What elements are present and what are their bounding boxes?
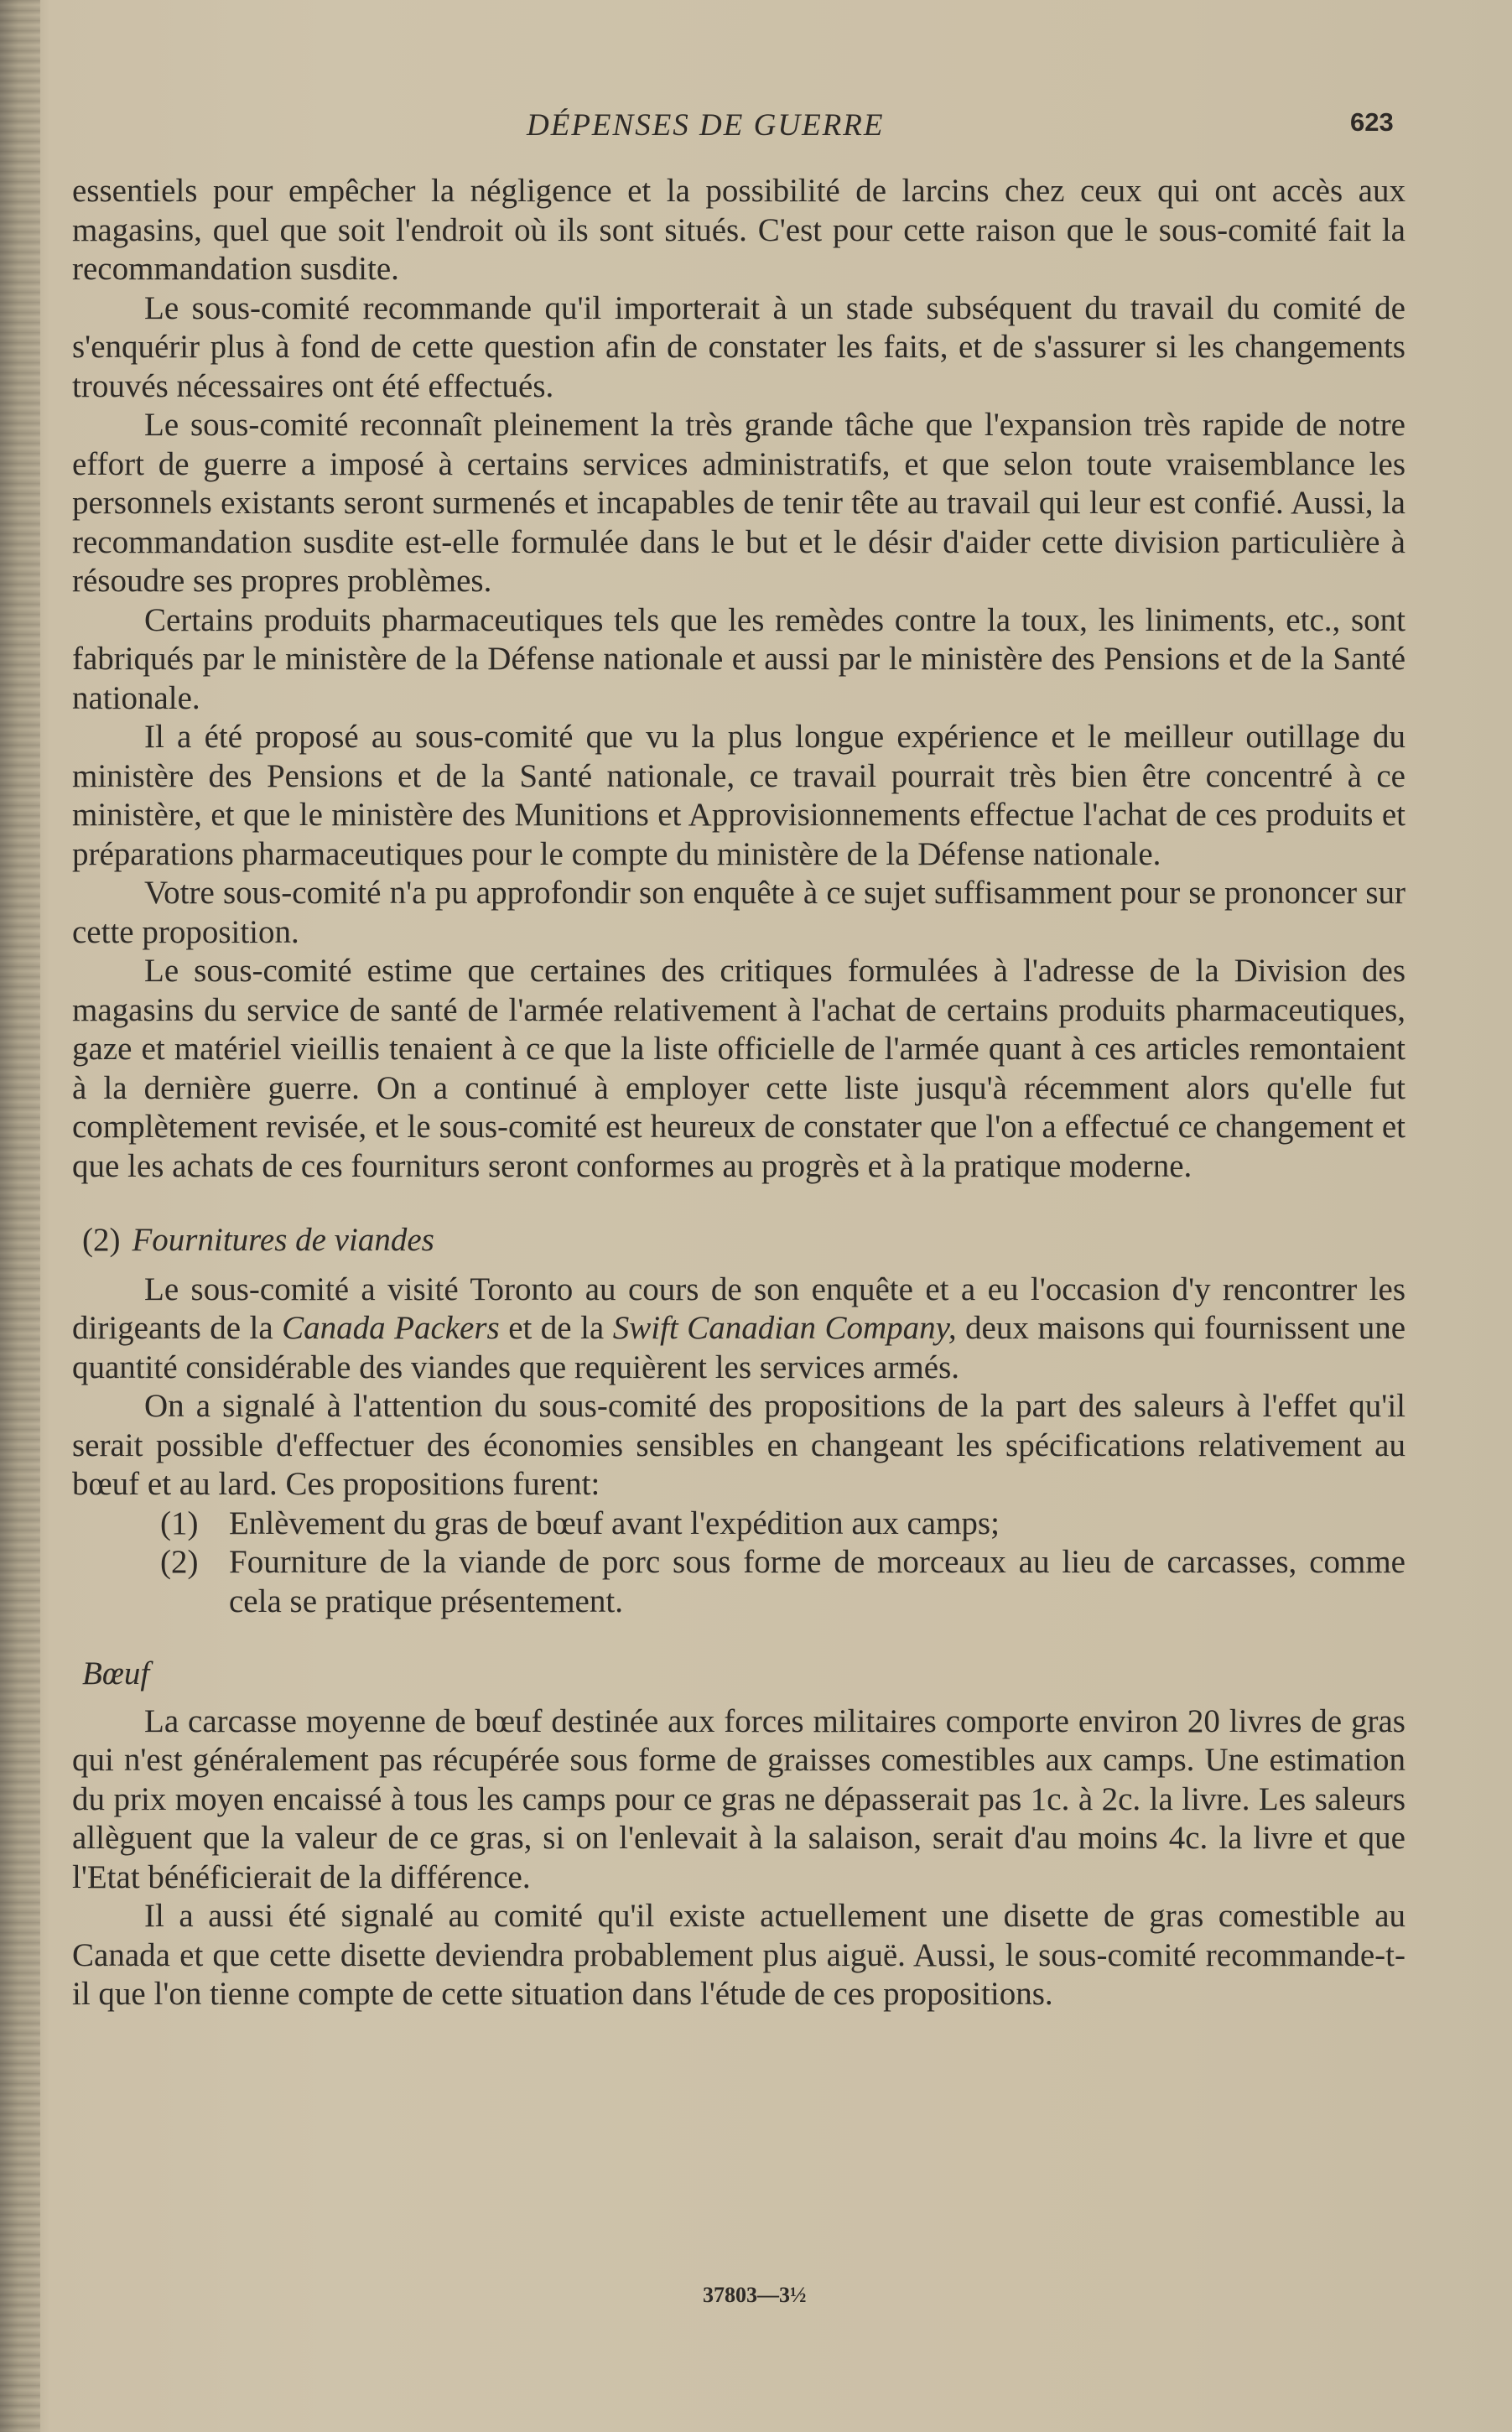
- paragraph: Le sous-comité estime que certaines des critiques formulées à l'adresse de la Division des magasins du service de santé de l'armée relativement à l'achat de certains produits pharmaceutiques, gaze et matériel vieillis tenaient à ce que la liste officielle de l'armée quant à ces articles remontaient à la dernière guerre. On a continué à employer cette liste jusqu'à récemment alors qu'elle fut complètement revisée, et le sous-comité est heureux de constater que l'on a effectué ce changement et que les achats de ces fourniturs seront conformes au progrès et à la pratique moderne.: [72, 953, 1405, 1184]
- page-header: [0, 107, 1512, 149]
- list-item: [160, 1504, 1405, 1544]
- paragraph: Il a aussi été signalé au comité qu'il existe actuellement une disette de gras comestible au Canada et que cette disette deviendra probablement plus aiguë. Aussi, le sous-comité recommande-t-il que l'on tienne compte de cette situation dans l'étude de ces propositions.: [72, 1898, 1405, 2012]
- subsection-heading: Bœuf: [82, 1655, 150, 1691]
- page-number: 623: [1350, 107, 1394, 137]
- paragraph: Le sous-comité recommande qu'il importerait à un stade subséquent du travail du comité de s'enquérir plus à fond de cette question afin de constater les faits, et de s'assurer si les changements trouvés nécessaires ont été effectués.: [72, 289, 1405, 404]
- paragraph: Il a été proposé au sous-comité que vu la plus longue expérience et le meilleur outillage du ministère des Pensions et de la Santé nationale, ce travail pourrait très bien être concentré à ce ministère, et que le ministère des Munitions et Approvisionnements effectue l'achat de ces produits et préparations pharmaceutiques pour le compte du ministère de la Défense nationale.: [72, 719, 1405, 872]
- paragraph: [72, 1271, 1405, 1388]
- list-marker: (2): [160, 1544, 199, 1580]
- running-title: DÉPENSES DE GUERRE: [527, 108, 885, 143]
- proposal-list: [160, 1504, 1405, 1622]
- section-heading: [82, 1221, 1405, 1260]
- list-item: [160, 1543, 1405, 1621]
- list-marker: (1): [160, 1504, 199, 1541]
- paragraph: Votre sous-comité n'a pu approfondir son enquête à ce sujet suffisamment pour se prononcer sur cette proposition.: [72, 875, 1405, 950]
- paragraph: La carcasse moyenne de bœuf destinée aux forces militaires comporte environ 20 livres de gras qui n'est généralement pas récupérée sous forme de graisses comestibles aux camps. Une estimation du prix moyen encaissé à tous les camps pour ce gras ne dépasserait pas 1c. à 2c. la livre. Les saleurs allèguent que la valeur de ce gras, si on l'enlevait à la salaison, serait d'au moins 4c. la livre et que l'Etat bénéficierait de la différence.: [72, 1702, 1405, 1895]
- paragraph: Le sous-comité reconnaît pleinement la très grande tâche que l'expansion très rapide de notre effort de guerre a imposé à certains services administratifs, et que selon toute vraisemblance les personnels existants seront surmenés et incapables de tenir tête au travail qui leur est confié. Aussi, la recommandation susdite est-elle formulée dans le but et le désir d'aider cette division particulière à résoudre ses propres problèmes.: [72, 407, 1405, 599]
- company-name: Canada Packers: [282, 1310, 500, 1346]
- list-text: Fourniture de la viande de porc sous forme de morceaux au lieu de carcasses, comme cela se pratique présentement.: [229, 1544, 1405, 1619]
- paragraph: Certains produits pharmaceutiques tels que les remèdes contre la toux, les liniments, etc., sont fabriqués par le ministère de la Défense nationale et aussi par le ministère des Pensions et de la Santé nationale.: [72, 601, 1405, 716]
- list-text: Enlèvement du gras de bœuf avant l'expédition aux camps;: [229, 1504, 1000, 1541]
- company-name: Swift Canadian Company,: [612, 1310, 957, 1346]
- book-binding-edge: [0, 0, 40, 2432]
- section-title: Fournitures de viandes: [132, 1222, 434, 1258]
- printer-signature: 37803—3½: [703, 2283, 807, 2307]
- page-body: [72, 172, 1405, 2014]
- text-span: Le sous-comité a visité Toronto au cours de son enquête et a eu l'occasion d'y rencontrer les dirigeants de la: [72, 1271, 1405, 1346]
- text-span: deux maisons qui fournissent une quantité considérable des viandes que requièrent les services armés.: [72, 1310, 1406, 1385]
- section-number: (2): [82, 1222, 121, 1258]
- text-span: et de la: [499, 1310, 613, 1346]
- paragraph: On a signalé à l'attention du sous-comité des propositions de la part des saleurs à l'effet qu'il serait possible d'effectuer des économies sensibles en changeant les spécifications relativement au bœuf et au lard. Ces propositions furent:: [72, 1388, 1405, 1502]
- paragraph: essentiels pour empêcher la négligence et la possibilité de larcins chez ceux qui ont accès aux magasins, quel que soit l'endroit où ils sont situés. C'est pour cette raison que le sous-comité fait la recommandation susdite.: [72, 173, 1405, 287]
